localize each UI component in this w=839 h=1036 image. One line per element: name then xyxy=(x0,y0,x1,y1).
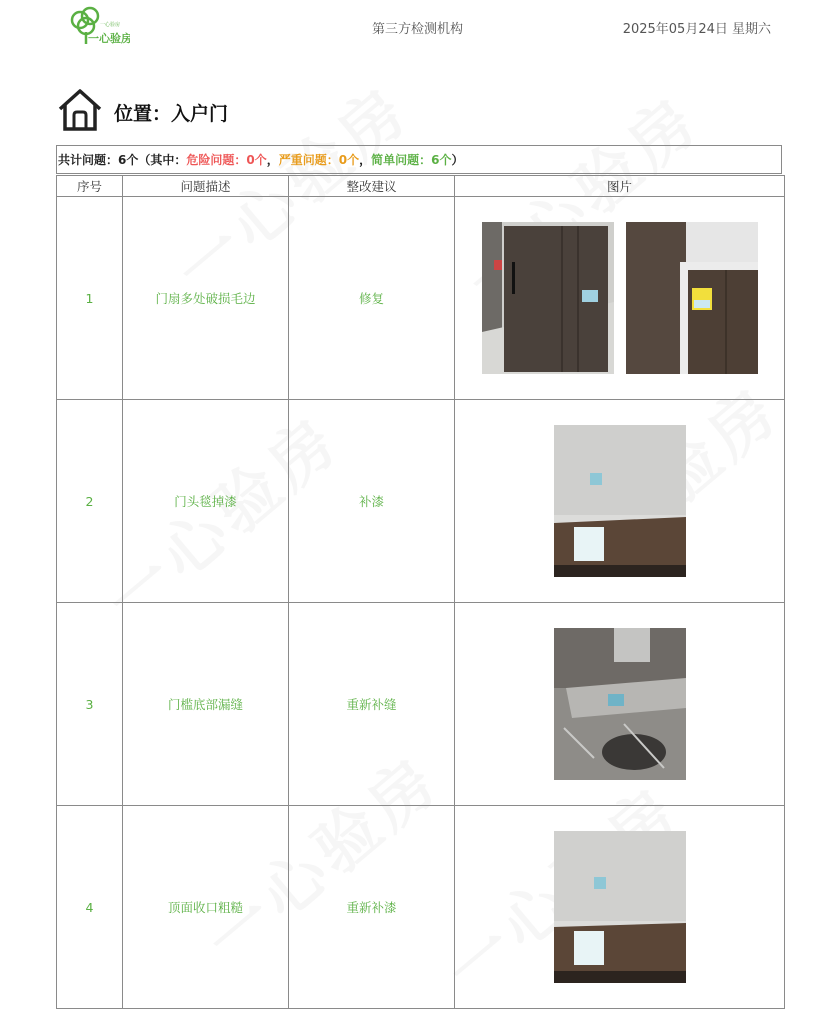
issue-photo[interactable] xyxy=(482,222,614,374)
summary-separator: ， xyxy=(266,153,279,167)
row-advice: 重新补缝 xyxy=(289,603,455,806)
issue-photo[interactable] xyxy=(554,831,686,983)
issue-summary xyxy=(56,145,782,174)
col-header-photo: 图片 xyxy=(455,176,785,197)
row-description: 门槛底部漏缝 xyxy=(123,603,289,806)
table-row xyxy=(57,197,785,400)
col-header-description: 问题描述 xyxy=(123,176,289,197)
row-number: 2 xyxy=(57,400,123,603)
summary-danger: 危险问题：0个 xyxy=(186,153,267,167)
house-icon xyxy=(56,85,104,133)
row-description: 门扇多处破损毛边 xyxy=(123,197,289,400)
svg-text:一心验房: 一心验房 xyxy=(88,32,130,45)
row-advice: 重新补漆 xyxy=(289,806,455,1009)
summary-severe: 严重问题：0个 xyxy=(278,153,360,167)
col-header-number: 序号 xyxy=(57,176,123,197)
row-number: 1 xyxy=(57,197,123,400)
row-description: 顶面收口粗糙 xyxy=(123,806,289,1009)
row-number: 3 xyxy=(57,603,123,806)
row-photos xyxy=(455,197,785,400)
col-header-advice: 整改建议 xyxy=(289,176,455,197)
row-advice: 补漆 xyxy=(289,400,455,603)
table-header-row xyxy=(57,176,785,197)
header-org-label: 第三方检测机构 xyxy=(372,22,464,37)
table-row xyxy=(57,806,785,1009)
table-row xyxy=(57,400,785,603)
row-number: 4 xyxy=(57,806,123,1009)
table-row xyxy=(57,603,785,806)
company-logo xyxy=(66,6,130,46)
summary-suffix: ） xyxy=(451,153,464,167)
header-date: 2025年05月24日 星期六 xyxy=(622,22,771,37)
page-header xyxy=(0,0,839,56)
issue-photo[interactable] xyxy=(554,628,686,780)
issues-table xyxy=(56,175,785,1009)
row-photos xyxy=(455,806,785,1009)
location-label: 位置：入户门 xyxy=(114,102,229,125)
row-description: 门头毯掉漆 xyxy=(123,400,289,603)
row-photos xyxy=(455,400,785,603)
summary-separator: ， xyxy=(359,153,372,167)
issue-photo[interactable] xyxy=(554,425,686,577)
summary-prefix: 共计问题：6个（其中： xyxy=(58,153,187,167)
summary-simple: 简单问题：6个 xyxy=(371,153,452,167)
row-photos xyxy=(455,603,785,806)
issue-photo[interactable] xyxy=(626,222,758,374)
row-advice: 修复 xyxy=(289,197,455,400)
svg-text:一心验房: 一心验房 xyxy=(100,22,121,28)
location-heading xyxy=(56,84,228,134)
